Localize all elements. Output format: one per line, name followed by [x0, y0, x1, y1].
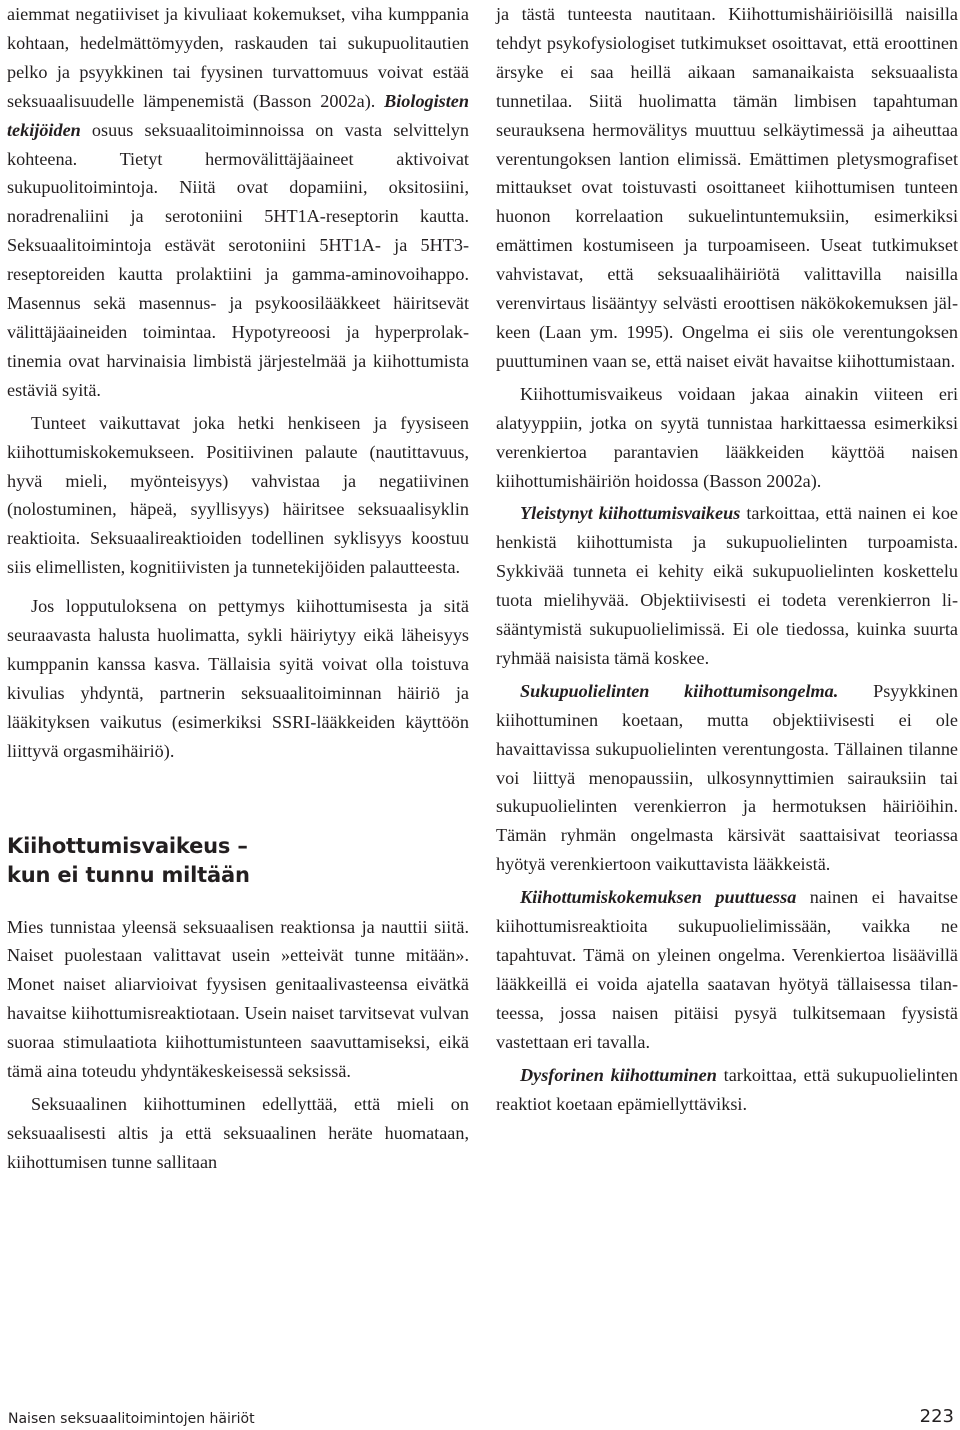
paragraph-text: tarkoittaa, että nainen ei koe henkistä kiihottumista ja sukupuolielinten turpoamista. Sykkivää tunneta ei kehity eikä sukupuolielinten koskettelu tuota mielihyvää. Objektiivisesti ei todeta verenkierron lisääntymistä sukupuolielimissä. Ei ole tiedossa, kuinka suurta ryhmää naisista tämä koskee. [496, 503, 958, 668]
emphasis-term: Biologisten tekijöiden [7, 90, 469, 140]
paragraph: Kiihottumisvaikeus voidaan jakaa ainakin viiteen eri alatyyppiin, jotka on syytä tunnistaa harkittaessa esimerkiksi verenkiertoa parantavien lääkkeiden käyttöä naisen kiihottumishäiriön hoidossa (Basson 2002a). [496, 383, 958, 491]
paragraph: Mies tunnistaa yleensä seksuaalisen reaktionsa ja nauttii siitä. Naiset puolestaan valittavat usein »etteivät tunne mitään». Monet naiset aliarvioivat fyysisen genitaalivasteensa eivätkä havaitse kiihottumisreaktiotaan. Usein naiset tarvitsevat vulvan suoraa stimulaatiota kiihottumistunteen saavuttamiseksi, eikä tämä aina toteudu yhdyntäkeskeisessä seksissä. [7, 916, 469, 1082]
paragraph-text: aiemmat negatiiviset ja kivuliaat kokemukset, viha kumppania kohtaan, hedelmättömyyden, raskauden tai sukupuolitautien pelko ja psyykkinen tai fyysinen turvattomuus voivat estää seksuaalisuudelle lämpenemistä (Basson 2002a). [7, 4, 469, 111]
section-heading-line: kun ei tunnu miltään [7, 862, 250, 887]
left-column [7, 0, 469, 1177]
paragraph [496, 499, 958, 672]
paragraph: ja tästä tunteesta nautitaan. Kiihottumishäiriöisillä naisilla tehdyt psykofysiologiset tutkimukset osoittavat, että eroottinen ärsyke ei saa heillä aikaan samanaikaista seksuaalista tunnetilaa. Siitä huolimatta tämän limbisen tapahtuman seurauksena hermovälitys muuttuu selkäytimessä ja aiheuttaa verentungoksen lantion elimissä. Emättimen pletysmografiset mittaukset ovat toistuvasti osoittaneet kiihottumisen tunteen huonon korrelaation sukuelintuntemuksiin, esimerkiksi emättimen kostumiseen ja turpoamiseen. Useat tutkimukset vahvistavat, että seksuaalihäiriötä valittavilla naisilla verenvirtaus lisääntyy selvästi eroottisen näkökokemuksen jälkeen (Laan ym. 1995). Ongelma ei siis ole verentungoksen puuttuminen vaan se, että naiset eivät havaitse kiihottumistaan. [496, 4, 958, 371]
paragraph-text: tarkoittaa, että sukupuolielinten reaktiot koetaan epämiellyttäviksi. [496, 1064, 958, 1114]
running-footer-title: Naisen seksuaalitoimintojen häiriöt [8, 1411, 255, 1427]
paragraph-text: Psyykkinen kiihottuminen koetaan, mutta objektiivisesti ei ole havaittavissa sukupuolielinten verentungosta. Tällainen tilanne voi liittyä menopaussiin, ulkosynnyttimien sairauksiin tai sukupuolielinten verenkierron ja hermotuksen häiriöihin. Tämän ryhmän ongelmasta kärsivät saattaisivat teoriassa hyötyä verenkiertoon vaikuttavista lääkkeistä. [496, 680, 958, 875]
section-heading-line: Kiihottumisvaikeus – [7, 833, 248, 858]
right-column [496, 0, 958, 1118]
paragraph [496, 883, 958, 1056]
paragraph: Tunteet vaikuttavat joka hetki henkiseen ja fyysiseen kiihottumiskokemukseen. Positiivinen palaute (nautittavuus, hyvä mieli, myönteisyys) vahvistaa ja negatiivinen (nolostuminen, häpeä, syyllisyys) häiritsee seksuaalisyklin reaktioita. Seksuaalireaktioiden todellinen syklisyys koostuu siis elimellisten, kognitiivisten ja tunnetekijöiden palautteesta. [7, 412, 469, 578]
paragraph: Seksuaalinen kiihottuminen edellyttää, että mieli on seksuaalisesti altis ja että seksuaalinen heräte huomataan, kiihottumisen tunne sallitaan [7, 1094, 469, 1172]
section-heading [7, 832, 469, 890]
paragraph: Jos lopputuloksena on pettymys kiihottumisesta ja sitä seuraavasta halusta huolimatta, sykli häiriytyy eikä läheisyys kumppanin kanssa kasva. Tällaisia syitä voivat olla toistuva kivulias yhdyntä, partnerin seksuaalitoiminnan häiriö ja lääkityksen vaikutus (esimerkiksi SSRI-lääkkeiden käyttöön liittyvä orgasmihäiriö). [7, 596, 469, 761]
page-number: 223 [919, 1406, 954, 1427]
paragraph-text: nainen ei havaitse kiihottumisreaktioita sukupuolielimissään, vaikka ne tapahtuvat. Tämä on yleinen ongelma. Verenkiertoa lisäävillä lääkkeillä ei voida ajatella saatavan hyötyä tällaisessa tilanteessa, jossa naisen pitäisi pysyä tulkitsemaan fyysistä vastettaan eri tavalla. [496, 887, 958, 1052]
emphasis-term: Dysforinen kiihottuminen [520, 1064, 717, 1085]
emphasis-term: Yleistynyt kiihottumisvaikeus [520, 503, 741, 524]
emphasis-term: Kiihottumiskokemuksen puuttuessa [520, 887, 797, 908]
paragraph [7, 0, 469, 405]
paragraph [496, 1061, 958, 1119]
paragraph [496, 677, 958, 879]
paragraph-text: osuus seksuaalitoiminnoissa on vasta selvittelyn kohteena. Tietyt hermovälittäjäaineet aktivoivat sukupuolitoimintoja. Niitä ovat dopamiini, oksitosiini, noradrenaliini ja serotoniini 5HT1A-reseptorin kautta. Seksuaalitoimintoja estävät serotoniini 5HT1A- ja 5HT3-reseptoreiden kautta prolaktiini ja gamma-aminovoihappo. Masennus sekä masennus- ja psykoosilääkkeet häiritsevät välittäjäaineiden toimintaa. Hypotyreoosi ja hyperprolaktinemia ovat harvinaisia limbistä järjestelmää ja kiihottumista estäviä syitä. [7, 119, 469, 400]
emphasis-term: Sukupuolielinten kiihottumisongelma. [520, 680, 839, 701]
